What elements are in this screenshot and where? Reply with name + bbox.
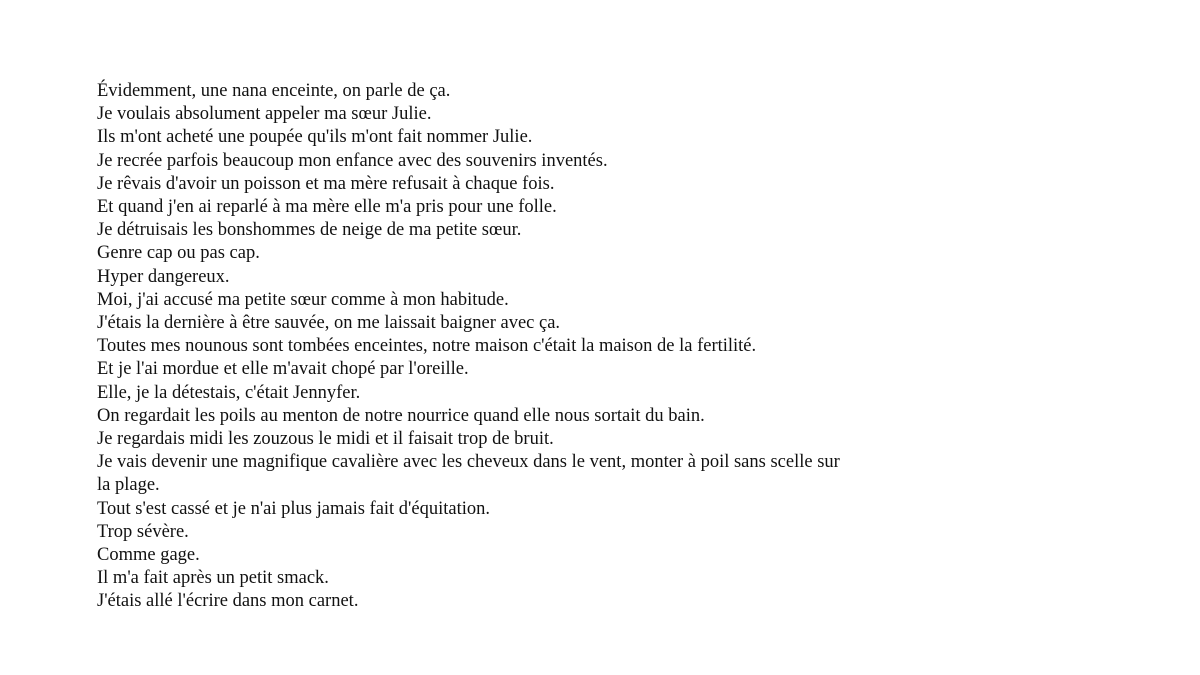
text-block (97, 80, 937, 614)
text-line: la plage. (97, 475, 160, 496)
text-line: Je voulais absolument appeler ma sœur Julie. (97, 104, 432, 125)
text-line: Je recrée parfois beaucoup mon enfance avec des souvenirs inventés. (97, 150, 608, 171)
text-line: Elle, je la détestais, c'était Jennyfer. (97, 382, 361, 403)
text-line: Genre cap ou pas cap. (97, 243, 260, 264)
text-line: Je vais devenir une magnifique cavalière avec les cheveux dans le vent, monter à poil sans scelle sur (97, 452, 840, 473)
text-line: J'étais la dernière à être sauvée, on me laissait baigner avec ça. (97, 313, 561, 334)
text-line: Trop sévère. (97, 521, 189, 542)
text-line: Il m'a fait après un petit smack. (97, 568, 329, 589)
text-line: Ils m'ont acheté une poupée qu'ils m'ont fait nommer Julie. (97, 127, 533, 148)
text-line: Je détruisais les bonshommes de neige de ma petite sœur. (97, 220, 522, 241)
text-line: J'étais allé l'écrire dans mon carnet. (97, 591, 359, 612)
text-line: Tout s'est cassé et je n'ai plus jamais fait d'équitation. (97, 498, 490, 519)
text-line: Moi, j'ai accusé ma petite sœur comme à mon habitude. (97, 289, 509, 310)
text-line: Je rêvais d'avoir un poisson et ma mère refusait à chaque fois. (97, 173, 555, 194)
text-line: Et quand j'en ai reparlé à ma mère elle m'a pris pour une folle. (97, 197, 557, 218)
text-line: Hyper dangereux. (97, 266, 230, 287)
text-line: Je regardais midi les zouzous le midi et il faisait trop de bruit. (97, 429, 554, 450)
text-line: Comme gage. (97, 545, 200, 566)
text-line: On regardait les poils au menton de notre nourrice quand elle nous sortait du bain. (97, 405, 705, 426)
text-line: Évidemment, une nana enceinte, on parle de ça. (97, 81, 451, 101)
text-line: Toutes mes nounous sont tombées enceintes, notre maison c'était la maison de la fertilité. (97, 336, 757, 357)
text-line: Et je l'ai mordue et elle m'avait chopé par l'oreille. (97, 359, 469, 380)
